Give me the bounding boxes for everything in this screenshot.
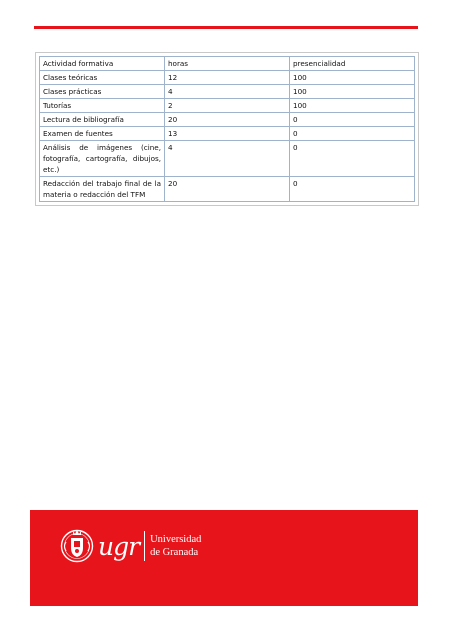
university-name-line1: Universidad [150, 534, 202, 545]
table-row [40, 127, 415, 141]
university-name-line2: de Granada [150, 547, 199, 558]
hours-cell: 12 [165, 71, 290, 85]
hours-cell: 4 [165, 85, 290, 99]
activity-cell: Examen de fuentes [40, 127, 165, 141]
activities-table-frame [35, 52, 419, 206]
hours-cell: 20 [165, 113, 290, 127]
presence-cell: 100 [290, 71, 415, 85]
presence-cell: 0 [290, 177, 415, 202]
presence-cell: 0 [290, 127, 415, 141]
logo-divider [144, 531, 145, 561]
table-row [40, 141, 415, 177]
header-hours: horas [165, 57, 290, 71]
activity-cell: Clases prácticas [40, 85, 165, 99]
activity-cell: Lectura de bibliografía [40, 113, 165, 127]
table-row [40, 113, 415, 127]
ugr-wordmark: ugr [98, 531, 140, 561]
header-rule [34, 26, 418, 29]
table-row [40, 177, 415, 202]
presence-cell: 100 [290, 99, 415, 113]
presence-cell: 100 [290, 85, 415, 99]
table-row [40, 99, 415, 113]
table-header-row [40, 57, 415, 71]
header-presence: presencialidad [290, 57, 415, 71]
hours-cell: 20 [165, 177, 290, 202]
presence-cell: 0 [290, 141, 415, 177]
header-activity: Actividad formativa [40, 57, 165, 71]
activities-table [39, 56, 415, 202]
university-name [150, 533, 201, 559]
activity-cell: Tutorías [40, 99, 165, 113]
activity-cell: Análisis de imágenes (cine, fotografía, cartografía, dibujos, etc.) [40, 141, 165, 177]
hours-cell: 2 [165, 99, 290, 113]
activity-cell: Clases teóricas [40, 71, 165, 85]
table-row [40, 85, 415, 99]
activity-cell: Redacción del trabajo final de la materia o redacción del TFM [40, 177, 165, 202]
table-row [40, 71, 415, 85]
hours-cell: 4 [165, 141, 290, 177]
university-seal-icon [60, 526, 94, 566]
university-logo [60, 526, 201, 566]
footer-banner [30, 510, 418, 606]
hours-cell: 13 [165, 127, 290, 141]
presence-cell: 0 [290, 113, 415, 127]
